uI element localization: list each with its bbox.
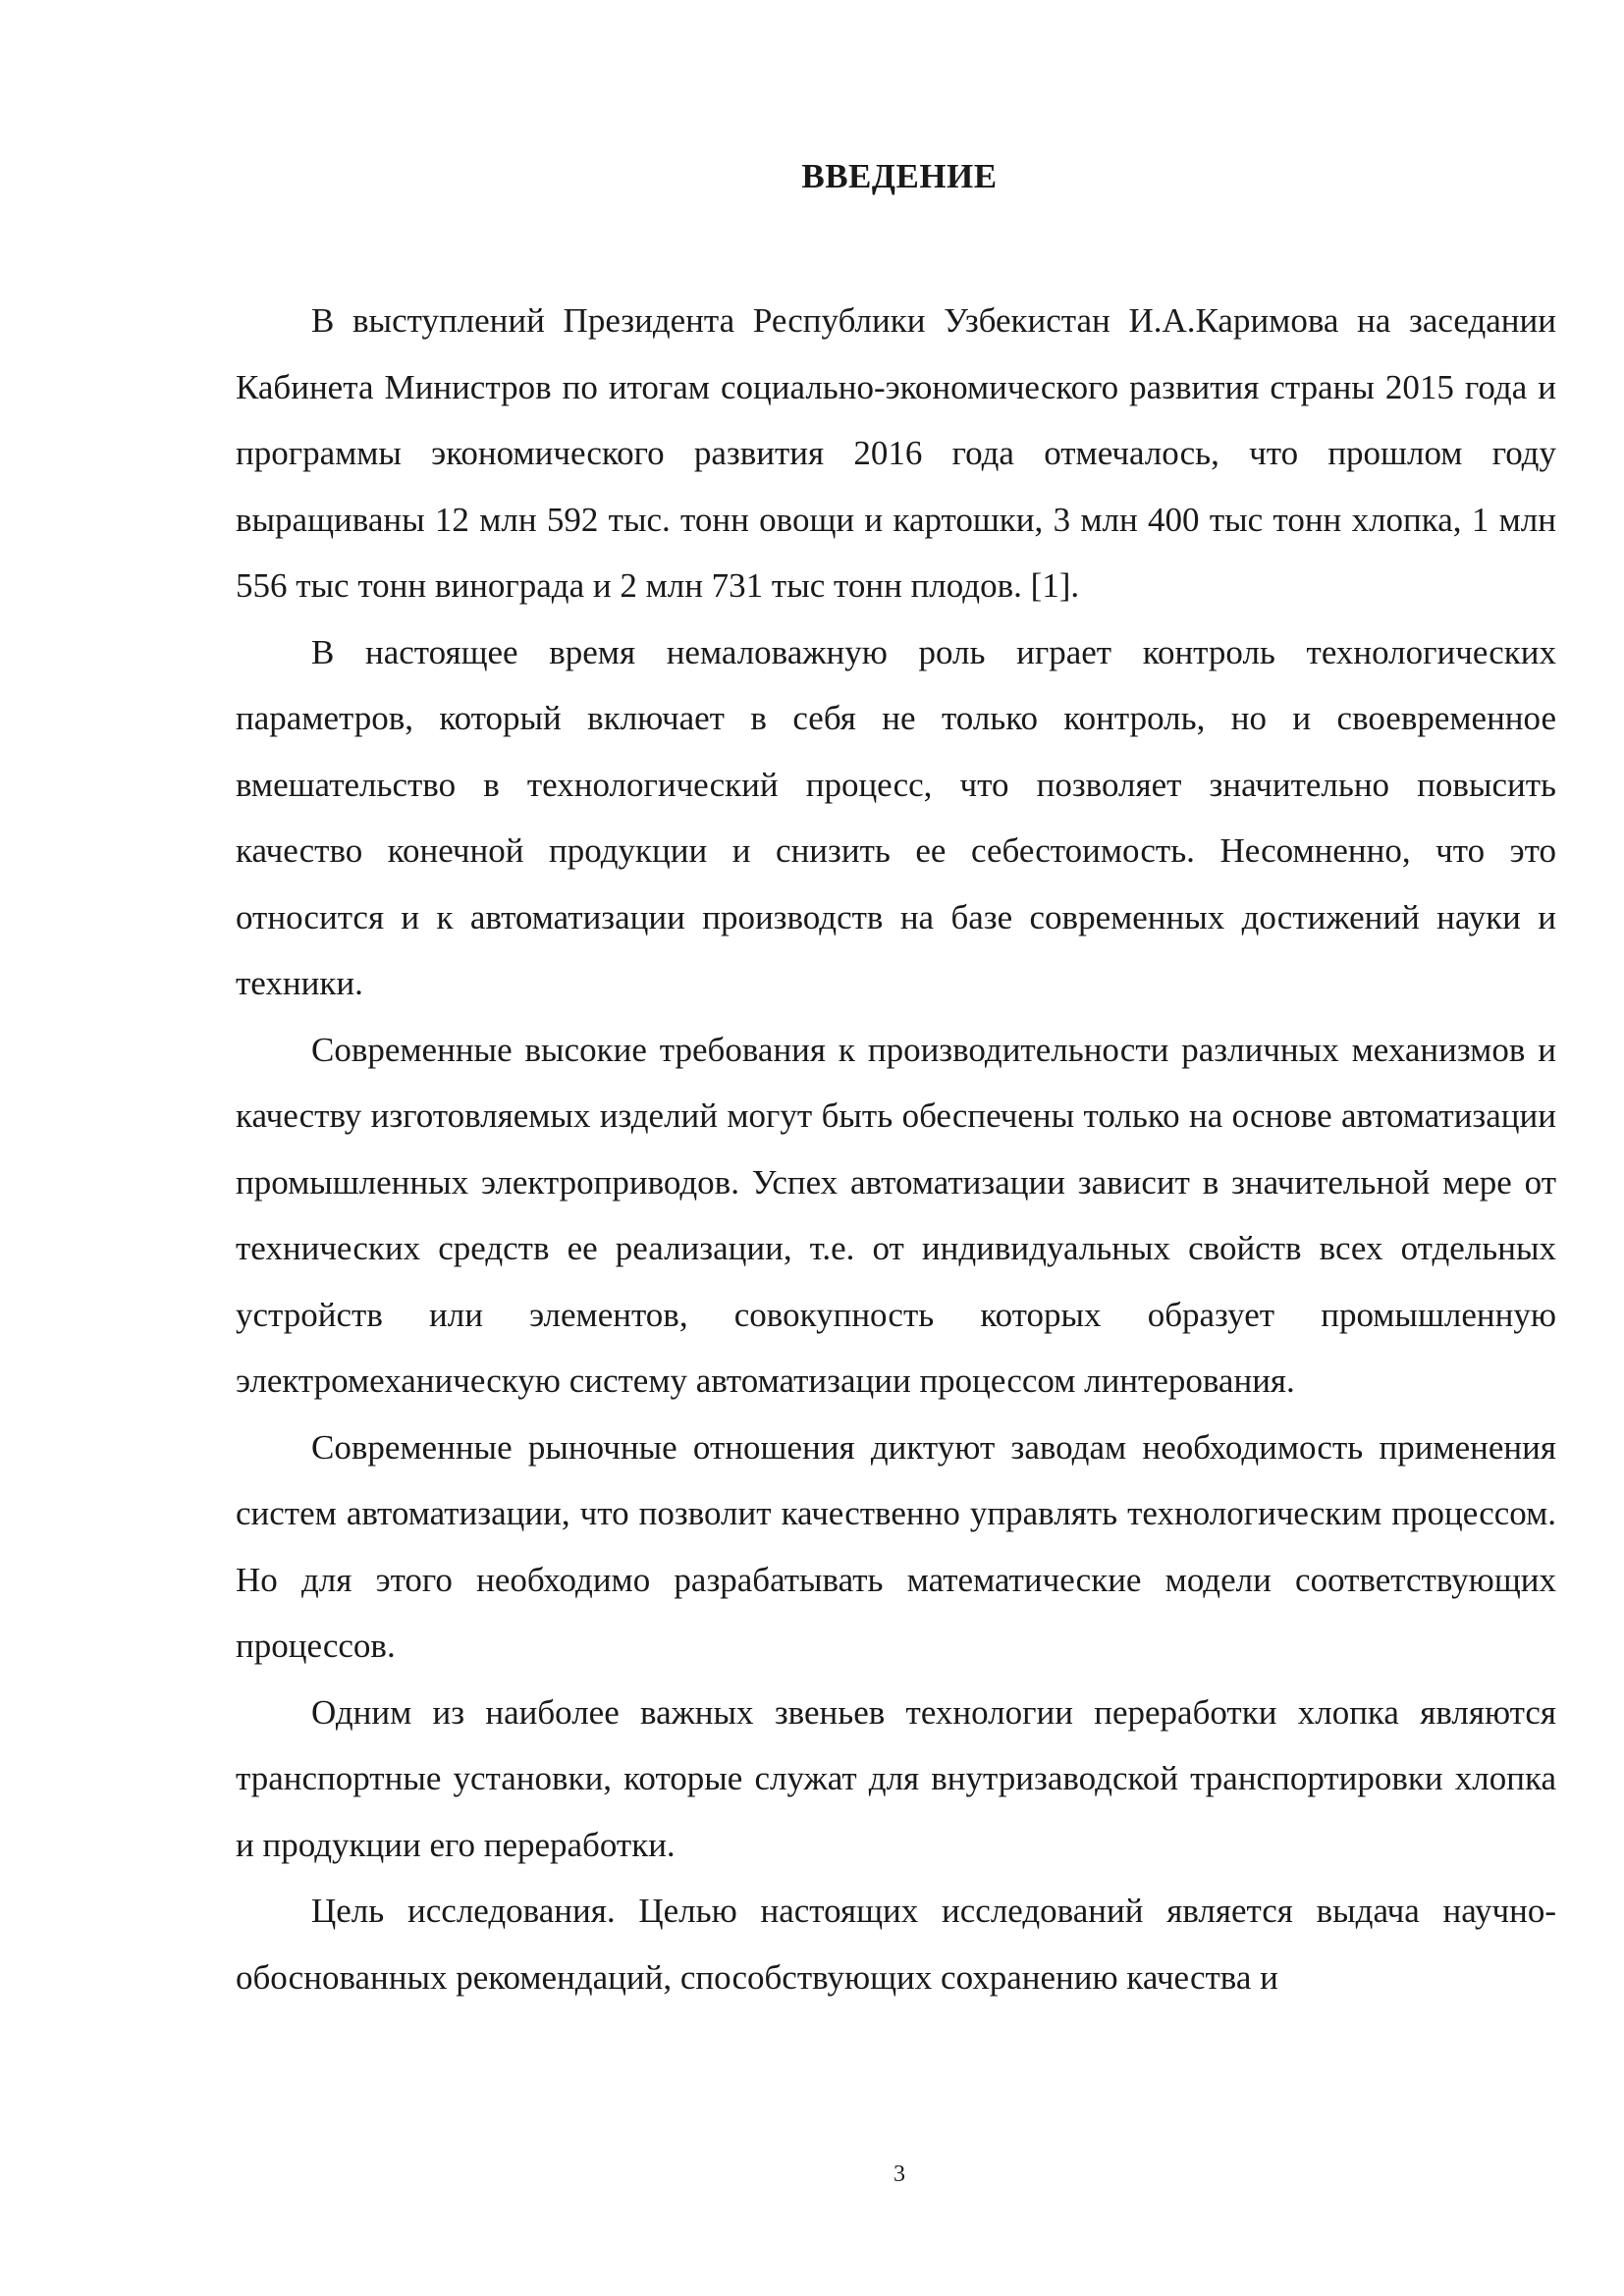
page-title: ВВЕДЕНИЕ [801, 157, 998, 195]
paragraph-transport-installations: Одним из наиболее важных звеньев технологии переработки хлопка являются транспортные установки, которые служат для внутризаводской транспортировки хлопка и продукции его переработки. [236, 1692, 1556, 1864]
paragraph-technological-control: В настоящее время немаловажную роль играет контроль технологических параметров, который включает в себя не только контроль, но и своевременное вмешательство в технологический процесс, что позволяет значительно повысить качество конечной продукции и снизить ее себестоимость. Несомненно, что это относится и к автоматизации производств на базе современных достижений науки и техники. [236, 632, 1556, 1002]
paragraph-automation-requirements: Современные высокие требования к производительности различных механизмов и качеству изготовляемых изделий могут быть обеспечены только на основе автоматизации промышленных электроприводов. Успех автоматизации зависит в значительной мере от технических средств ее реализации, т.е. от индивидуальных свойств всех отдельных устройств или элементов, совокупность которых образует промышленную электромеханическую систему автоматизации процессом линтерования. [236, 1030, 1556, 1400]
paragraph-intro-president: В выступлений Президента Республики Узбекистан И.А.Каримова на заседании Кабинета Министров по итогам социально-экономического развития страны 2015 года и программы экономического развития 2016 года отмечалось, что прошлом году выращиваны 12 млн 592 тыс. тонн овощи и картошки, 3 млн 400 тыс тонн хлопка, 1 млн 556 тыс тонн винограда и 2 млн 731 тыс тонн плодов. [1]. [236, 301, 1556, 605]
page-number: 3 [893, 2162, 905, 2187]
body-text [236, 288, 1556, 2010]
paragraph-research-goal: Цель исследования. Целью настоящих исследований является выдача научно-обоснованных рекомендаций, способствующих сохранению качества и [236, 1892, 1556, 1997]
paragraph-market-relations: Современные рыночные отношения диктуют заводам необходимость применения систем автоматизации, что позволит качественно управлять технологическим процессом. Но для этого необходимо разрабатывать математические модели соответствующих процессов. [236, 1427, 1556, 1665]
